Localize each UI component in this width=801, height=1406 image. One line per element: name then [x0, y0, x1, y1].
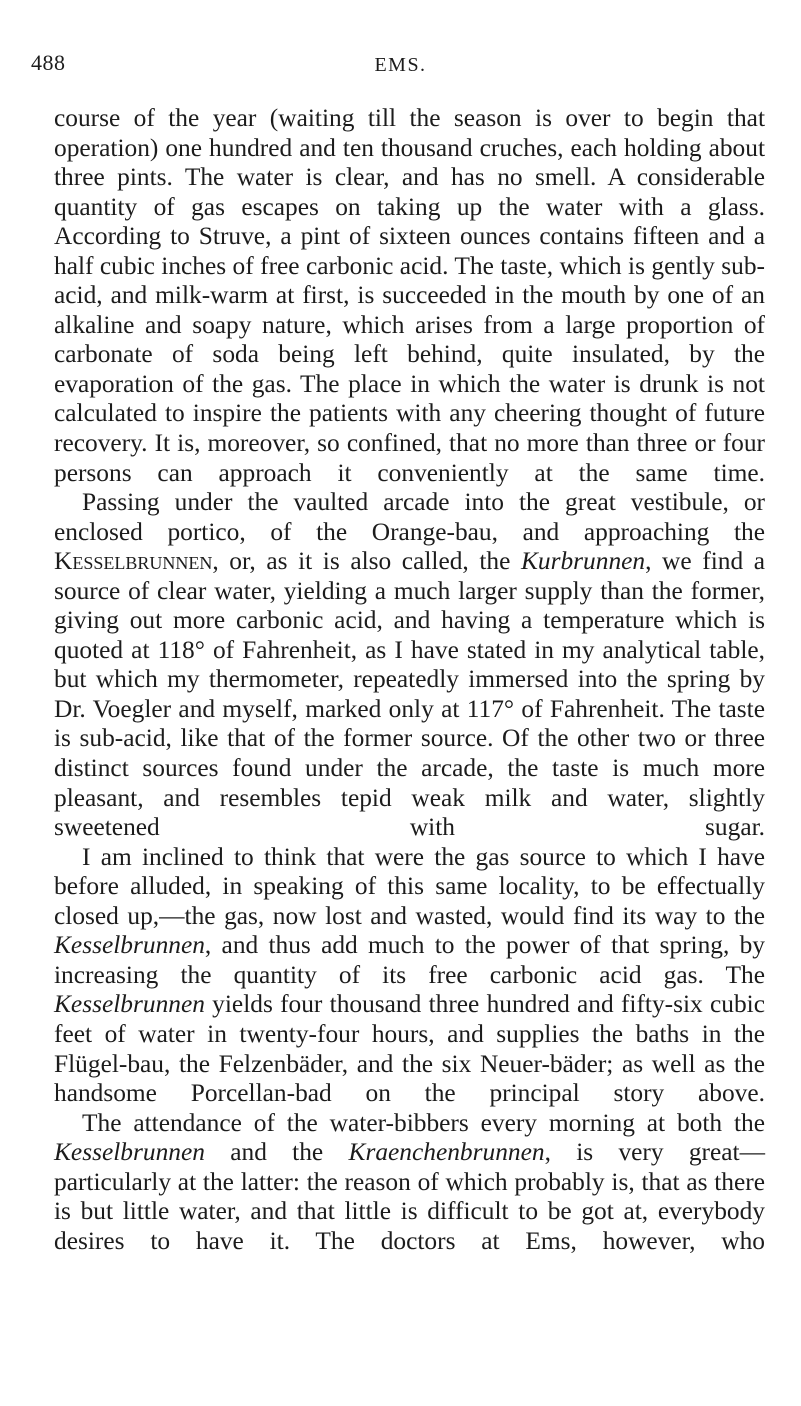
- text-segment: Passing under the vaulted arcade into the great vestibule, or enclosed portico, of the Orange-bau, and approaching the: [54, 488, 765, 546]
- italic-text: Kesselbrunnen: [54, 1138, 205, 1167]
- text-segment: yields four thousand three hundred and fifty-six cubic feet of water in twenty-four hours, and supplies the baths in the Flügel-bau, the Felzenbäder, and the six Neuer-bäder; as well as the handsome Porcellan-bad on the principal story above.: [54, 990, 765, 1108]
- running-head: EMS.: [374, 54, 427, 76]
- paragraph: [54, 1109, 765, 1257]
- page-header: [0, 50, 801, 80]
- paragraph: [54, 843, 765, 1109]
- small-caps-text: Kesselbrunnen: [54, 547, 213, 576]
- text-segment: , we find a source of clear water, yielding a much larger supply than the former, giving out more carbonic acid, and having a temperature which is quoted at 118° of Fahrenheit, as I have stated in my analytical table, but which my thermometer, repeatedly immersed into the spring by Dr. Voegler and myself, marked only at 117° of Fahrenheit. The taste is sub-acid, like that of the former source. Of the other two or three distinct sources found under the arcade, the taste is much more pleasant, and resembles tepid weak milk and water, slightly sweetened with sugar.: [54, 547, 765, 842]
- page-number: 488: [31, 50, 66, 75]
- italic-text: Kurbrunnen: [520, 547, 646, 576]
- paragraph: [54, 104, 765, 488]
- paragraph: [54, 488, 765, 843]
- text-segment: and the: [204, 1138, 349, 1167]
- text-segment: , or, as it is also called, the: [212, 547, 521, 576]
- body-text: [54, 104, 765, 1256]
- text-segment: , is very great—particularly at the latter: the reason of which probably is, that as there is but little water, and that little is difficult to be got at, everybody desires to have it. The doctors at Ems, however, who: [54, 1138, 765, 1255]
- italic-text: Kesselbrunnen: [54, 931, 205, 960]
- text-segment: The attendance of the water-bibbers every morning at both the: [82, 1108, 765, 1137]
- italic-text: Kraenchenbrunnen: [348, 1138, 545, 1167]
- text-segment: course of the year (waiting till the season is over to begin that operation) one hundred and ten thousand cruches, each holding about three pints. The water is clear, and has no smell. A considerable quantity of gas escapes on taking up the water with a glass. According to Struve, a pint of sixteen ounces contains fifteen and a half cubic inches of free carbonic acid. The taste, which is gently sub-acid, and milk-warm at first, is succeeded in the mouth by one of an alkaline and soapy nature, which arises from a large proportion of carbonate of soda being left behind, quite insulated, by the evaporation of the gas. The place in which the water is drunk is not calculated to inspire the patients with any cheering thought of future recovery. It is, moreover, so confined, that no more than three or four persons can approach it conveniently at the same time.: [54, 104, 765, 487]
- text-segment: , and thus add much to the power of that spring, by increasing the quantity of its free carbonic acid gas. The: [54, 931, 765, 989]
- text-segment: I am inclined to think that were the gas source to which I have before alluded, in speaking of this same locality, to be effectually closed up,—the gas, now lost and wasted, would find its way to the: [54, 842, 765, 930]
- italic-text: Kesselbrunnen: [54, 990, 205, 1019]
